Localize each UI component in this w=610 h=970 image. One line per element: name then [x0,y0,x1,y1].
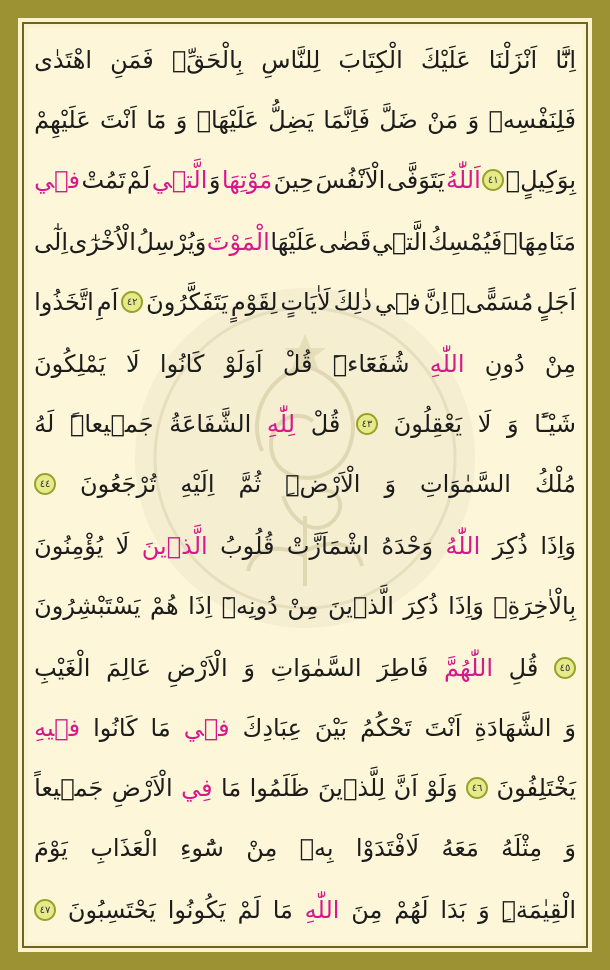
ayah-number-marker: ٤٦ [466,777,488,799]
highlighted-word: اللّٰهُمَّ [444,654,493,682]
word: وَ [384,470,397,498]
word: الَّت۪ي [371,228,428,256]
word: اِذَا [188,592,213,620]
word: بَدَا [440,896,467,924]
word: ثُمَّ [238,470,262,498]
word: تَحْكُمُ [360,714,412,742]
word: وَ [175,106,188,134]
word: الْكِتَابَ [338,46,403,74]
word: لِقَوْمٍ [230,288,278,316]
highlighted-word: فِي [181,774,213,802]
word: اِلٰٓى [34,228,69,256]
word: فَمَنِ [110,46,154,74]
word: يَوْمَ [34,834,68,862]
word: اَجَلٍ [536,288,576,316]
word: وَاِذَا [540,532,576,560]
word: وَاِذَا [448,592,484,620]
verse-line [34,764,576,812]
word: بِالْحَقِّۚ [171,46,244,74]
word: لَافْتَدَوْا [355,834,420,862]
ayah-number-marker: ٤١ [482,169,504,191]
word: لَاٰيَاتٍ [280,288,331,316]
word: فَيُمْسِكُ [428,228,503,256]
verse-line [34,644,576,692]
ayah-number-marker: ٤٢ [121,291,143,313]
word: الْاَرْضِ [111,774,173,802]
word: كَانُوا [93,714,138,742]
word: مَا [221,774,242,802]
word: وَيُرْسِلُ [136,228,207,256]
word: كَانُوا [159,350,205,378]
verse-line [34,522,576,570]
word: اَنْتَ [99,106,137,134]
word: قُلْ [282,350,313,378]
word: يُؤْمِنُونَ [34,532,104,560]
word: عَلَيْهَا [270,228,319,256]
word: الَّذ۪ينَ [327,592,394,620]
word: يَخْتَلِفُونَ [496,774,576,802]
word: وَ [467,106,480,134]
word: الشَّهَادَةِ [474,714,552,742]
word: لِلَّذ۪ينَ [318,774,386,802]
word: مُسَمًّىۜ [450,288,534,316]
word: ذُكِرَ [403,592,439,620]
word: الْعَذَابِ [90,834,158,862]
word: مِنَ [351,896,383,924]
word: الْاَرْضِۜ [285,470,361,498]
word: بَيْنَ [314,714,348,742]
word: اتَّخَذُوا [34,288,94,316]
word: اَنْزَلْنَا [488,46,538,74]
word: ف۪ي [374,288,421,316]
highlighted-word: الْمَوْتَ [206,228,270,256]
word: لَمْ [237,896,261,924]
word: لَا [477,410,492,438]
word: فَاِنَّمَا [323,106,370,134]
word: جَم۪يعاًۜ [69,410,154,438]
word: وَ [243,654,255,682]
word: وَ [208,166,221,194]
word: يَكُونُوا [167,896,226,924]
word: لِلنَّاسِ [261,46,321,74]
word: اِنَّ [423,288,448,316]
word: قُلِ [508,654,539,682]
word: يَسْتَبْشِرُونَ [34,592,141,620]
word: اَنْتَ [424,714,462,742]
verse-line [34,886,576,934]
ayah-number-marker: ٤٥ [554,657,576,679]
verse-line [34,36,576,84]
highlighted-word: مَوْتِهَا [221,166,273,194]
word: اشْمَاَزَّتْ [286,532,370,560]
word: جَم۪يعاً [34,774,104,802]
word: يَضِلُّ [268,106,314,134]
verse-line [34,460,576,508]
word: مَعَهُ [441,834,479,862]
word: يَتَفَكَّرُونَ [146,288,228,316]
word: مَا [272,896,293,924]
word: ذُكِرَ [492,532,528,560]
highlighted-word: اَللّٰهُ [445,166,481,194]
word: قُلْ [310,410,341,438]
word: دُونِه۪ٓ [221,592,278,620]
highlighted-word: الَّت۪ي [151,166,208,194]
word: قُلُوبُ [220,532,275,560]
word: الْغَيْبِ [34,654,91,682]
word: مِنْ [544,350,576,378]
word: قَضٰى [318,228,372,256]
word: عَلَيْهَاۚ [196,106,259,134]
word: بِالْاٰخِرَةِۚ [493,592,576,620]
highlighted-word: لِلّٰهِ [266,410,296,438]
ayah-number-marker: ٤٣ [356,413,378,435]
word: السَّمٰوَاتِ [420,470,511,498]
word: الشَّفَاعَةُ [169,410,252,438]
word: مُلْكُ [534,470,576,498]
word: اَوَلَوْ [224,350,263,378]
word: لَمْ [127,166,151,194]
word: هُمْ [150,592,179,620]
word: السَّمٰوَاتِ [270,654,362,682]
word: شَيْـًٔا [534,410,576,438]
highlighted-word: اللّٰهِ [429,350,465,378]
word: لَا [115,532,130,560]
word: مَنْ [427,106,459,134]
word: عَلَيْهِمْ [34,106,91,134]
verse-line [34,96,576,144]
word: لَهُ [34,410,55,438]
word: اهْتَدٰى [34,46,93,74]
word: مَٓا [146,106,167,134]
verse-line [34,156,576,204]
word: يَمْلِكُونَ [34,350,106,378]
highlighted-word: ف۪ي [34,166,80,194]
word: وَ [564,834,576,862]
word: مِنْ [246,834,278,862]
word: الْاُخْرٰٓى [68,228,136,256]
verse-line [34,704,576,752]
word: لَهُمْ [394,896,429,924]
verse-line [34,278,576,326]
word: فَلِنَفْسِهۚ [488,106,576,134]
word: اِلَيْهِ [180,470,215,498]
word: اَنَّ [393,774,418,802]
word: عَلَيْكَ [420,46,471,74]
word: يَعْقِلُونَ [393,410,463,438]
word: يَحْتَسِبُونَ [67,896,156,924]
verse-line [34,218,576,266]
word: لَا [126,350,140,378]
word: يَتَوَفَّى [386,166,445,194]
highlighted-word: ف۪يهِ [34,714,81,742]
word: حِينَ [273,166,315,194]
highlighted-word: ف۪ي [183,714,230,742]
word: عَالِمَ [106,654,152,682]
word: شُفَعَٓاءَۜ [332,350,410,378]
word: ضَلَّ [379,106,418,134]
word: اِنَّٓا [555,46,576,74]
word: اَمِ [96,288,119,316]
word: تُرْجَعُونَ [80,470,157,498]
word: بِه۪ [299,834,334,862]
word: مِنْ [287,592,319,620]
word: وَ [564,714,576,742]
word: الْاَرْضِ [166,654,228,682]
highlighted-word: الَّذ۪ينَ [141,532,208,560]
word: الْقِيٰمَةِۜ [501,896,576,924]
word: مَا [150,714,171,742]
word: الْاَنْفُسَ [315,166,386,194]
word: تَمُتْ [81,166,126,194]
word: فَاطِرَ [377,654,429,682]
word: مِثْلَهُ [501,834,543,862]
word: ذٰلِكَ [333,288,372,316]
word: سُٓوءِ [180,834,224,862]
verse-line [34,824,576,872]
highlighted-word: اللّٰهُ [445,532,481,560]
highlighted-word: اللّٰهِ [304,896,340,924]
word: وَلَوْ [426,774,458,802]
verse-line [34,340,576,388]
verse-line [34,582,576,630]
verse-lines [28,28,582,942]
word: وَ [507,410,519,438]
word: دُونِ [484,350,525,378]
mushaf-page [28,28,582,942]
word: وَ [478,896,490,924]
word: مَنَامِهَاۚ [502,228,576,256]
ayah-number-marker: ٤٧ [34,899,56,921]
word: ظَلَمُوا [249,774,310,802]
word: بِوَكِيلٍ۟ [505,166,576,194]
ayah-number-marker: ٤٤ [34,473,56,495]
word: عِبَادِكَ [242,714,302,742]
verse-line [34,400,576,448]
word: وَحْدَهُ [381,532,434,560]
